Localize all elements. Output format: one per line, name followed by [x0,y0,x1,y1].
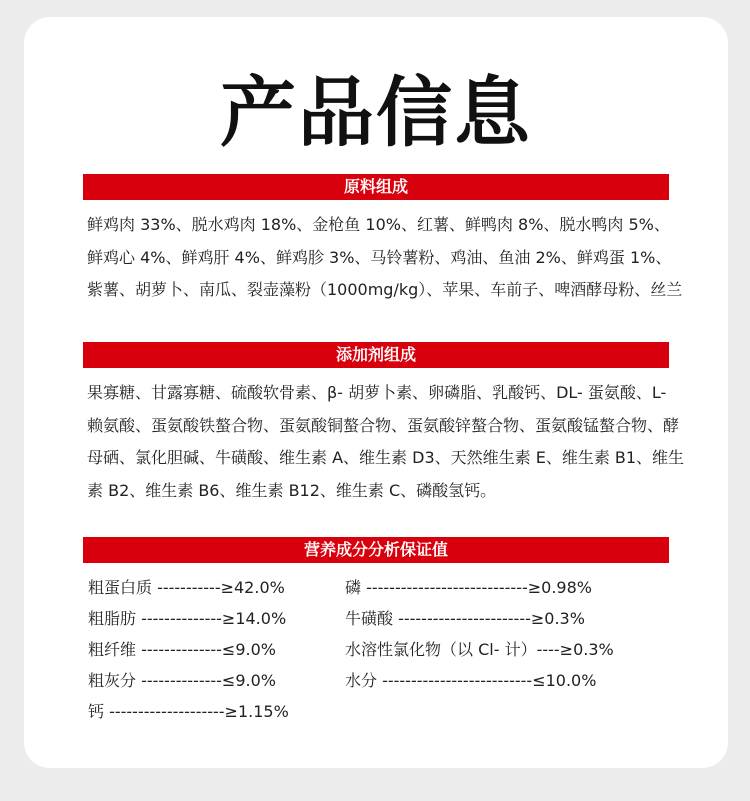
nutrition-row-moisture: 水分 --------------------------≤10.0% [345,671,597,690]
nutrition-row-phosphorus: 磷 ----------------------------≥0.98% [345,578,592,597]
product-info-card [24,17,728,768]
nutrition-heading: 营养成分分析保证值 [83,537,669,563]
nutrition-row-crude-fiber: 粗纤维 --------------≤9.0% [88,640,276,659]
nutrition-row-calcium: 钙 --------------------≥1.15% [88,702,289,721]
nutrition-row-water-soluble-chloride: 水溶性氯化物（以 Cl- 计）----≥0.3% [345,640,614,659]
raw-materials-text: 鲜鸡肉 33%、脱水鸡肉 18%、金枪鱼 10%、红薯、鲜鸭肉 8%、脱水鸭肉 5%、鲜鸡心 4%、鲜鸡肝 4%、鲜鸡胗 3%、马铃薯粉、鸡油、鱼油 2%、鲜鸡蛋 1%、紫薯、胡萝卜、南瓜、裂壶藻粉（1000mg/kg）、苹果、车前子、啤酒酵母粉、丝兰 [87,215,683,299]
nutrition-row-crude-ash: 粗灰分 --------------≤9.0% [88,671,276,690]
nutrition-row-crude-protein: 粗蛋白质 -----------≥42.0% [88,578,285,597]
raw-materials-heading: 原料组成 [83,174,669,200]
additives-text: 果寡糖、甘露寡糖、硫酸软骨素、β- 胡萝卜素、卵磷脂、乳酸钙、DL- 蛋氨酸、L- 赖氨酸、蛋氨酸铁螯合物、蛋氨酸铜螯合物、蛋氨酸锌螯合物、蛋氨酸锰螯合物、酵母硒、氯化胆碱、牛磺酸、维生素 A、维生素 D3、天然维生素 E、维生素 B1、维生素 B2、维生素 B6、维生素 B12、维生素 C、磷酸氢钙。 [87,383,685,500]
nutrition-row-taurine: 牛磺酸 -----------------------≥0.3% [345,609,585,628]
additives-heading: 添加剂组成 [83,342,669,368]
nutrition-row-crude-fat: 粗脂肪 --------------≥14.0% [88,609,287,628]
page-title: 产品信息 [220,68,532,157]
